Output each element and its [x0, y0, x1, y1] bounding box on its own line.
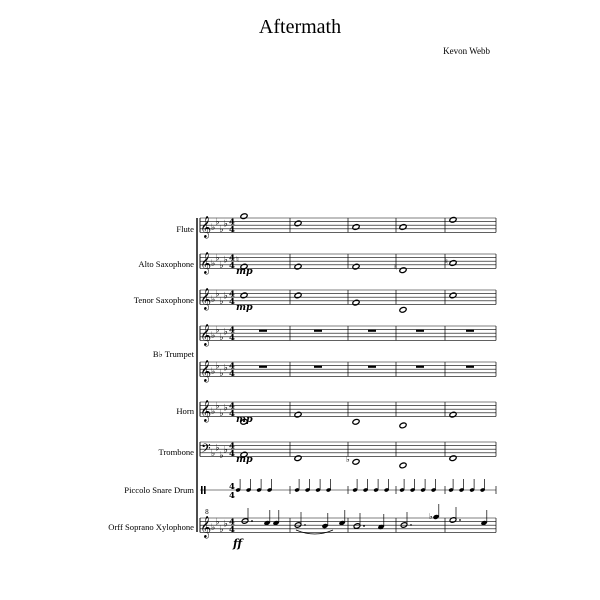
instrument-label-xylophone: Orff Soprano Xylophone: [108, 522, 194, 532]
flat-sign: ♭: [219, 224, 224, 235]
time-signature-bottom: 4: [229, 408, 235, 419]
whole-note: [449, 411, 457, 418]
flat-sign: ♭: [211, 223, 216, 233]
instrument-label-flute: Flute: [176, 224, 194, 234]
time-signature-top: 4: [229, 253, 235, 264]
percussion-clef: [204, 486, 206, 494]
time-signature-bottom: 4: [229, 448, 235, 459]
time-signature-bottom: 4: [229, 224, 235, 235]
whole-note: [352, 458, 360, 465]
whole-note: [399, 422, 407, 429]
flat-sign: ♭: [219, 524, 224, 535]
whole-note: [449, 455, 457, 462]
flat-sign: ♭: [223, 219, 228, 230]
augmentation-dot: [410, 524, 412, 526]
bass-clef: 𝄢: [201, 441, 211, 459]
flat-sign: ♭: [211, 259, 216, 269]
flat-sign: ♭: [223, 445, 228, 456]
dynamic-marking: mp: [236, 266, 253, 277]
instrument-label-horn: Horn: [176, 406, 194, 416]
treble-clef: 𝄞: [200, 252, 212, 274]
augmentation-dot: [251, 520, 253, 522]
time-signature-top: 4: [229, 401, 235, 412]
whole-note: [352, 263, 360, 270]
flat-sign: ♭: [215, 217, 220, 228]
dynamic-marking: mp: [236, 454, 253, 465]
accidental: ♮: [445, 257, 448, 266]
flat-sign: ♭: [219, 368, 224, 379]
flat-sign: ♭: [219, 296, 224, 307]
staff: [200, 518, 496, 532]
treble-clef: 𝄞: [200, 216, 212, 238]
whole-note: [240, 292, 248, 299]
flat-sign: ♭: [215, 325, 220, 336]
dynamic-marking: mp: [236, 414, 253, 425]
time-signature-bottom: 4: [229, 332, 235, 343]
octave-mark: 8: [205, 509, 209, 516]
whole-rest: [259, 330, 267, 332]
whole-note: [399, 224, 407, 231]
flat-sign: ♭: [223, 519, 228, 530]
whole-note: [352, 299, 360, 306]
staff: [200, 362, 496, 376]
time-signature-bottom: 4: [229, 491, 235, 501]
whole-note: [294, 292, 302, 299]
flat-sign: ♭: [211, 367, 216, 377]
flat-sign: ♭: [223, 363, 228, 374]
whole-rest: [368, 366, 376, 368]
percussion-clef: [201, 486, 203, 494]
instrument-label-snare-drum: Piccolo Snare Drum: [124, 485, 194, 495]
dynamic-marking: mp: [236, 302, 253, 313]
whole-rest: [368, 330, 376, 332]
staff: [200, 326, 496, 340]
time-signature-top: 4: [229, 441, 235, 452]
staff: [200, 218, 496, 232]
flat-sign: ♭: [211, 295, 216, 305]
whole-note: [294, 263, 302, 270]
flat-sign: ♭: [211, 407, 216, 417]
flat-sign: ♭: [211, 331, 216, 341]
tie: [296, 530, 333, 534]
dynamic-marking: ff: [233, 537, 243, 550]
whole-note: [294, 411, 302, 418]
whole-rest: [416, 366, 424, 368]
instrument-label-trumpet: B♭ Trumpet: [152, 349, 194, 359]
whole-rest: [416, 330, 424, 332]
flat-sign: ♭: [215, 253, 220, 264]
whole-note: [449, 292, 457, 299]
time-signature-bottom: 4: [229, 260, 235, 271]
flat-sign: ♭: [223, 327, 228, 338]
flat-sign: ♭: [223, 255, 228, 266]
half-note: [241, 518, 249, 524]
half-note: [353, 523, 361, 529]
augmentation-dot: [363, 525, 365, 527]
time-signature-bottom: 4: [229, 368, 235, 379]
flat-sign: ♭: [215, 361, 220, 372]
whole-note: [352, 224, 360, 231]
flat-sign: ♭: [219, 332, 224, 343]
time-signature-top: 4: [229, 482, 235, 492]
whole-rest: [314, 330, 322, 332]
accidental: ♭: [346, 455, 350, 464]
flat-sign: ♭: [211, 449, 216, 459]
whole-rest: [466, 366, 474, 368]
flat-sign: ♭: [215, 401, 220, 412]
flat-sign: ♭: [223, 291, 228, 302]
score-title: Aftermath: [258, 16, 342, 38]
flat-sign: ♭: [215, 289, 220, 300]
whole-note: [449, 260, 457, 267]
flat-sign: ♭: [219, 260, 224, 271]
instrument-label-trombone: Trombone: [158, 447, 194, 457]
flat-sign: ♭: [429, 512, 433, 521]
treble-clef: 𝄞: [200, 516, 212, 538]
time-signature-bottom: 4: [229, 524, 235, 535]
instrument-label-tenor-saxophone: Tenor Saxophone: [133, 295, 194, 305]
time-signature-top: 4: [229, 517, 235, 528]
whole-rest: [466, 330, 474, 332]
instrument-label-alto-saxophone: Alto Saxophone: [138, 259, 194, 269]
flat-sign: ♭: [211, 523, 216, 533]
accidental: ♮: [394, 263, 397, 272]
time-signature-top: 4: [229, 325, 235, 336]
flat-sign: ♭: [219, 450, 224, 461]
whole-note: [352, 418, 360, 425]
treble-clef: 𝄞: [200, 324, 212, 346]
treble-clef: 𝄞: [200, 288, 212, 310]
augmentation-dot: [459, 519, 461, 521]
time-signature-top: 4: [229, 289, 235, 300]
accidental: ♮: [236, 255, 239, 264]
flat-sign: ♭: [215, 517, 220, 528]
whole-note: [399, 306, 407, 313]
whole-note: [240, 213, 248, 220]
time-signature-bottom: 4: [229, 296, 235, 307]
whole-note: [399, 462, 407, 469]
whole-rest: [259, 366, 267, 368]
flat-sign: ♭: [215, 443, 220, 454]
composer-name: Kevon Webb: [443, 46, 490, 56]
time-signature-top: 4: [229, 361, 235, 372]
whole-note: [399, 267, 407, 274]
whole-rest: [314, 366, 322, 368]
whole-note: [449, 216, 457, 223]
whole-note: [294, 455, 302, 462]
augmentation-dot: [304, 524, 306, 526]
flat-sign: ♭: [219, 408, 224, 419]
treble-clef: 𝄞: [200, 360, 212, 382]
time-signature-top: 4: [229, 217, 235, 228]
whole-note: [294, 220, 302, 227]
flat-sign: ♭: [223, 403, 228, 414]
treble-clef: 𝄞: [200, 400, 212, 422]
